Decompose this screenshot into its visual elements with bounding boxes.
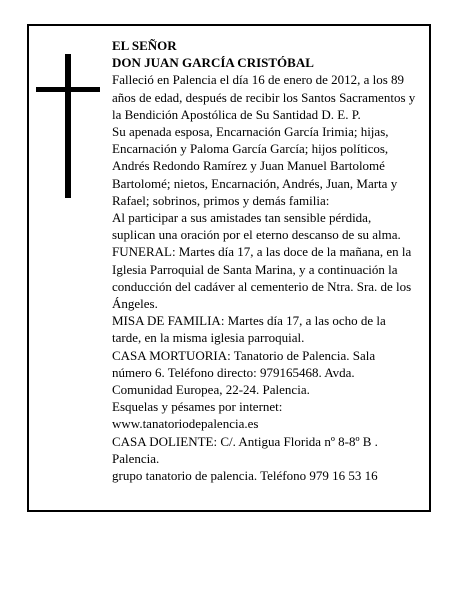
notice-body — [112, 37, 416, 484]
family-home-address: CASA DOLIENTE: C/. Antigua Florida nº 8-8º B . Palencia. — [112, 433, 378, 466]
deceased-name: DON JUAN GARCÍA CRISTÓBAL — [112, 55, 314, 71]
funeral-group-contact: grupo tanatorio de palencia. Teléfono 979 16 53 16 — [112, 468, 378, 484]
cross-horizontal-bar — [36, 87, 100, 92]
cross-icon — [36, 54, 100, 198]
notice-heading: EL SEÑOR — [112, 38, 177, 53]
family-mass-details: MISA DE FAMILIA: Martes día 17, a las ocho de la tarde, en la misma iglesia parroquial. — [112, 313, 386, 346]
funeral-details: FUNERAL: Martes día 17, a las doce de la mañana, en la Iglesia Parroquial de Santa Marina, y a continuación la conducción del cadáver al cementerio de Ntra. Sra. de los Ángeles. — [112, 244, 412, 312]
funeral-home-details: CASA MORTUORIA: Tanatorio de Palencia. Sala número 6. Teléfono directo: 979165468. Avda. Comunidad Europea, 22-24. Palencia. — [112, 347, 376, 398]
online-condolences: Esquelas y pésames por internet: www.tanatoriodepalencia.es — [112, 399, 283, 432]
cross-vertical-bar — [65, 54, 71, 198]
death-announcement: Falleció en Palencia el día 16 de enero de 2012, a los 89 años de edad, después de recibir los Santos Sacramentos y la Bendición Apostólica de Su Santidad D. E. P. — [112, 72, 416, 122]
prayer-request: Al participar a sus amistades tan sensible pérdida, suplican una oración por el eterno descanso de su alma. — [112, 210, 401, 243]
family-list: Su apenada esposa, Encarnación García Irimia; hijas, Encarnación y Paloma García García; hijos políticos, Andrés Redondo Ramírez y Juan Manuel Bartolomé Bartolomé; nietos, Encarnación, Andrés, Juan, Marta y Rafael; sobrinos, primos y demás familia: — [112, 124, 398, 208]
